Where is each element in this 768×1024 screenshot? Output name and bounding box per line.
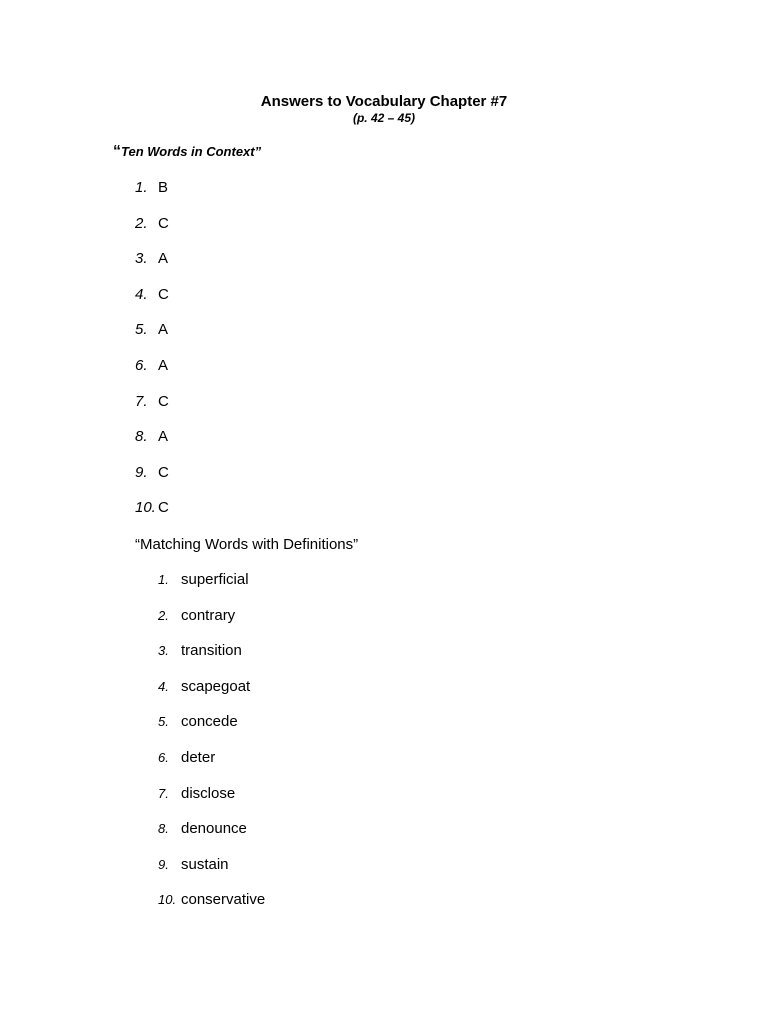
list-item bbox=[158, 642, 265, 678]
section-heading-matching: “Matching Words with Definitions” bbox=[135, 536, 359, 553]
item-answer: C bbox=[158, 499, 169, 517]
item-number: 2. bbox=[135, 214, 148, 232]
item-word: conservative bbox=[181, 891, 266, 909]
item-answer: A bbox=[158, 321, 169, 339]
item-answer: A bbox=[158, 356, 169, 374]
list-item bbox=[135, 464, 169, 500]
item-number: 6. bbox=[158, 749, 169, 765]
word-list bbox=[158, 571, 265, 927]
section-heading-ten-words bbox=[113, 143, 261, 161]
list-item bbox=[158, 749, 265, 785]
item-word: transition bbox=[181, 642, 242, 660]
item-word: concede bbox=[181, 713, 238, 731]
item-number: 4. bbox=[158, 678, 169, 694]
item-answer: B bbox=[158, 179, 169, 196]
answer-list bbox=[135, 179, 169, 535]
list-item bbox=[135, 499, 169, 535]
list-item bbox=[135, 357, 169, 393]
list-item bbox=[158, 785, 265, 821]
page-title: Answers to Vocabulary Chapter #7 bbox=[260, 93, 508, 110]
item-number: 9. bbox=[135, 463, 148, 481]
item-number: 7. bbox=[135, 392, 148, 410]
list-item bbox=[135, 321, 169, 357]
item-answer: C bbox=[158, 214, 169, 232]
list-item bbox=[135, 179, 169, 215]
item-answer: C bbox=[158, 285, 169, 303]
item-number: 5. bbox=[158, 714, 169, 730]
list-item bbox=[158, 713, 265, 749]
item-number: 5. bbox=[135, 321, 148, 339]
item-word: contrary bbox=[181, 606, 236, 624]
item-number: 6. bbox=[135, 356, 148, 374]
list-item bbox=[158, 856, 265, 892]
list-item bbox=[158, 678, 265, 714]
item-number: 3. bbox=[135, 250, 148, 268]
list-item bbox=[158, 820, 265, 856]
item-number: 4. bbox=[135, 285, 148, 303]
list-item bbox=[135, 215, 169, 251]
item-number: 10. bbox=[158, 892, 177, 908]
item-number: 8. bbox=[135, 428, 148, 446]
item-number: 8. bbox=[158, 821, 169, 837]
item-answer: A bbox=[158, 250, 169, 268]
item-number: 3. bbox=[158, 643, 169, 659]
open-quote: “ bbox=[113, 143, 121, 160]
item-word: scapegoat bbox=[181, 677, 251, 695]
item-answer: C bbox=[158, 463, 169, 481]
item-word: sustain bbox=[181, 855, 229, 873]
item-word: denounce bbox=[181, 820, 247, 838]
item-number: 10. bbox=[135, 499, 156, 517]
item-word: superficial bbox=[181, 571, 249, 588]
item-number: 1. bbox=[158, 572, 169, 587]
list-item bbox=[135, 428, 169, 464]
list-item bbox=[158, 571, 265, 607]
item-number: 2. bbox=[158, 607, 169, 623]
item-word: deter bbox=[181, 748, 216, 766]
item-number: 9. bbox=[158, 856, 169, 872]
list-item bbox=[135, 250, 169, 286]
list-item bbox=[158, 607, 265, 643]
list-item bbox=[158, 891, 265, 927]
item-answer: C bbox=[158, 392, 169, 410]
item-word: disclose bbox=[181, 784, 236, 802]
section-heading-text: Ten Words in Context” bbox=[121, 144, 262, 159]
page-subtitle: (p. 42 – 45) bbox=[352, 111, 416, 125]
item-answer: A bbox=[158, 428, 169, 446]
list-item bbox=[135, 393, 169, 429]
item-number: 7. bbox=[158, 785, 169, 801]
item-number: 1. bbox=[135, 179, 148, 196]
list-item bbox=[135, 286, 169, 322]
